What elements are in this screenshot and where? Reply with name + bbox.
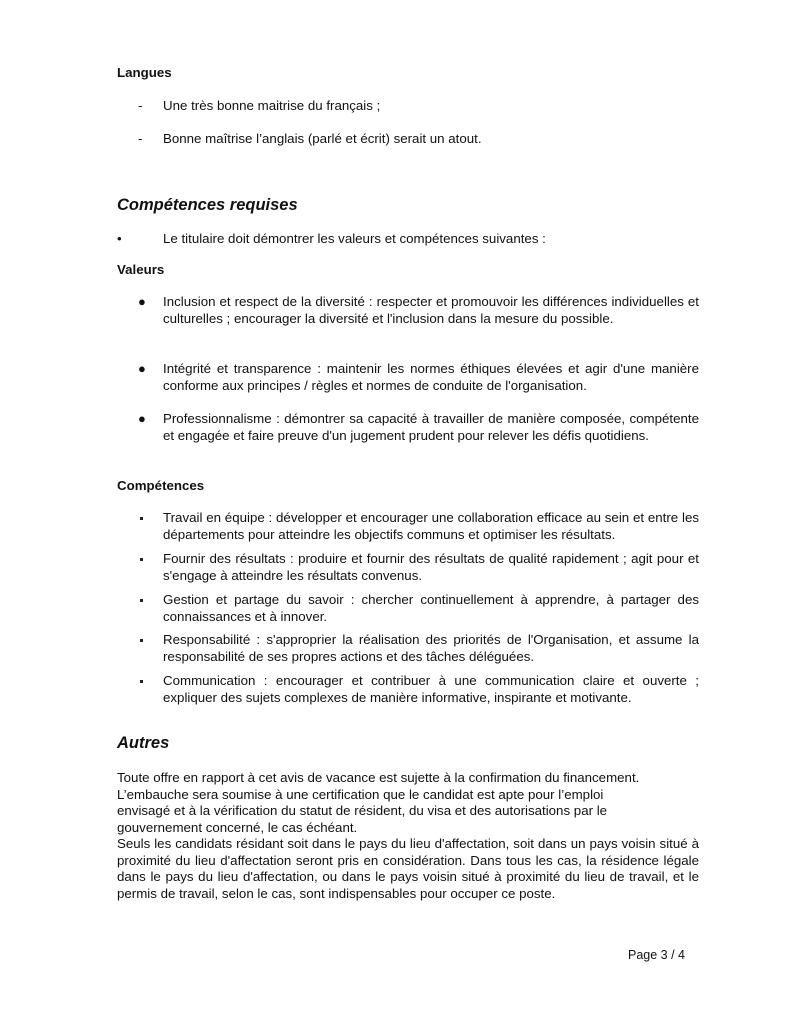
bullet-icon: ●	[138, 361, 146, 376]
paragraph-line: Toute offre en rapport à cet avis de vacance est sujette à la confirmation du financement.	[117, 770, 640, 785]
autres-heading: Autres	[117, 734, 170, 752]
autres-paragraph-2: Seuls les candidats résidant soit dans le pays du lieu d'affectation, soit dans un pays voisin situé à proximité du lieu d'affectation seront pris en considération. Dans tous les cas, la résidence légale dans le pays du lieu d'affectation, ou dans le pays voisin situé à proximité du lieu de travail, et le permis de travail, selon le cas, sont indispensables pour occuper ce poste.	[117, 836, 699, 901]
competence-item: Travail en équipe : développer et encourager une collaboration efficace au sein et entre les départements pour atteindre les objectifs communs et optimiser les résultats.	[163, 510, 699, 542]
square-bullet-icon	[140, 680, 143, 683]
bullet-icon: •	[117, 231, 122, 246]
paragraph-line: gouvernement concerné, le cas échéant.	[117, 819, 358, 835]
paragraph-line: L’embauche sera soumise à une certification que le candidat est apte pour l’emploi	[117, 786, 604, 802]
langues-heading: Langues	[117, 65, 172, 80]
langues-item: Bonne maîtrise l’anglais (parlé et écrit) serait un atout.	[163, 131, 482, 146]
competence-item: Gestion et partage du savoir : chercher continuellement à apprendre, à partager des connaissances et à innover.	[163, 592, 699, 624]
valeurs-heading: Valeurs	[117, 262, 165, 277]
competences-heading: Compétences	[117, 478, 205, 493]
dash-marker: -	[138, 131, 143, 146]
dash-marker: -	[138, 98, 143, 113]
paragraph-line: envisagé et à la vérification du statut de résident, du visa et des autorisations par le	[117, 803, 608, 818]
competence-item: Responsabilité : s'approprier la réalisation des priorités de l'Organisation, et assume la responsabilité de ses propres actions et des tâches déléguées.	[163, 632, 699, 664]
competence-item: Fournir des résultats : produire et fournir des résultats de qualité rapidement ; agit pour et s'engage à atteindre les résultats convenus.	[163, 551, 699, 583]
valeur-item: Professionnalisme : démontrer sa capacité à travailler de manière composée, compétente et engagée et faire preuve d'un jugement prudent pour relever les défis quotidiens.	[163, 411, 699, 443]
square-bullet-icon	[140, 639, 143, 642]
page-number: Page 3 / 4	[628, 948, 685, 962]
bullet-icon: ●	[138, 294, 146, 309]
square-bullet-icon	[140, 558, 143, 561]
langues-item: Une très bonne maitrise du français ;	[163, 98, 381, 113]
valeur-item: Inclusion et respect de la diversité : respecter et promouvoir les différences individuelles et culturelles ; encourager la diversité et l'inclusion dans la mesure du possible.	[163, 294, 699, 326]
intro-text: Le titulaire doit démontrer les valeurs et compétences suivantes :	[163, 231, 546, 246]
competences-requises-heading: Compétences requises	[117, 196, 298, 214]
square-bullet-icon	[140, 517, 143, 520]
square-bullet-icon	[140, 599, 143, 602]
autres-paragraph-1	[117, 770, 699, 836]
bullet-icon: ●	[138, 411, 146, 426]
competence-item: Communication : encourager et contribuer à une communication claire et ouverte ; expliquer des sujets complexes de manière informative, inspirante et motivante.	[163, 673, 699, 705]
valeur-item: Intégrité et transparence : maintenir les normes éthiques élevées et agir d'une manière conforme aux principes / règles et normes de conduite de l'organisation.	[163, 361, 699, 393]
